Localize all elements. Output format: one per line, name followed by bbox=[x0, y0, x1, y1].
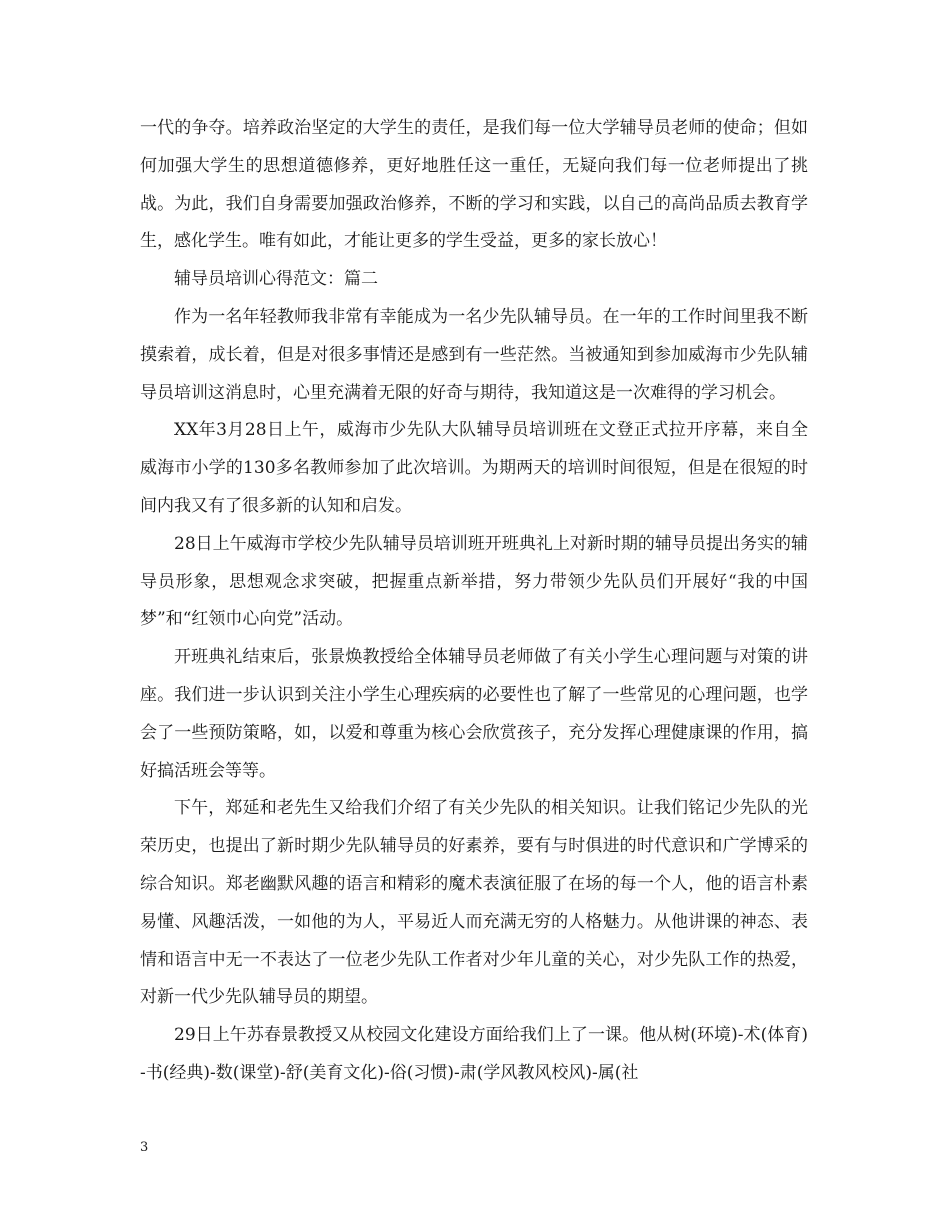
paragraph-training-opening: XX年3月28日上午，威海市少先队大队辅导员培训班在文登正式拉开序幕，来自全威海市小学的130多名教师参加了此次培训。为期两天的培训时间很短，但是在很短的时间内我又有了很多新的认知和启发。 bbox=[140, 420, 808, 516]
page-number: 3 bbox=[140, 1140, 149, 1155]
document-body bbox=[140, 110, 808, 1093]
paragraph-young-teacher: 作为一名年轻教师我非常有幸能成为一名少先队辅导员。在一年的工作时间里我不断摸索着，成长着，但是对很多事情还是感到有一些茫然。当被通知到参加威海市少先队辅导员培训这消息时，心里充满着无限的好奇与期待，我知道这是一次难得的学习机会。 bbox=[140, 306, 808, 403]
paragraph-afternoon-lecture: 下午，郑延和老先生又给我们介绍了有关少先队的相关知识。让我们铭记少先队的光荣历史，也提出了新时期少先队辅导员的好素养，要有与时俱进的时代意识和广学博采的综合知识。郑老幽默风趣的语言和精彩的魔术表演征服了在场的每一个人，他的语言朴素易懂、风趣活泼，一如他的为人，平易近人而充满无穷的人格魅力。从他讲课的神态、表情和语言中无一不表达了一位老少先队工作者对少年儿童的关心，对少先队工作的热爱，对新一代少先队辅导员的期望。 bbox=[140, 798, 808, 1008]
paragraph-opening-ceremony: 28日上午威海市学校少先队辅导员培训班开班典礼上对新时期的辅导员提出务实的辅导员形象，思想观念求突破，把握重点新举措，努力带领少先队员们开展好“我的中国梦”和“红领巾心向党”活动。 bbox=[140, 533, 808, 630]
paragraph-psychology-lecture: 开班典礼结束后，张景焕教授给全体辅导员老师做了有关小学生心理问题与对策的讲座。我们进一步认识到关注小学生心理疾病的必要性也了解了一些常见的心理问题，也学会了一些预防策略，如，以爱和尊重为核心会欣赏孩子，充分发挥心理健康课的作用，搞好搞活班会等等。 bbox=[140, 647, 808, 781]
section-heading: 辅导员培训心得范文：篇二 bbox=[174, 269, 378, 290]
paragraph-campus-culture: 29日上午苏春景教授又从校园文化建设方面给我们上了一课。他从树(环境)-术(体育)-书(经典)-数(课堂)-舒(美育文化)-俗(习惯)-肃(学风教风校风)-属(社 bbox=[140, 1025, 808, 1083]
paragraph-intro-continuation: 一代的争夺。培养政治坚定的大学生的责任，是我们每一位大学辅导员老师的使命；但如何加强大学生的思想道德修养，更好地胜任这一重任，无疑向我们每一位老师提出了挑战。为此，我们自身需要加强政治修养，不断的学习和实践，以自己的高尚品质去教育学生，感化学生。唯有如此，才能让更多的学生受益，更多的家长放心！ bbox=[140, 118, 808, 252]
